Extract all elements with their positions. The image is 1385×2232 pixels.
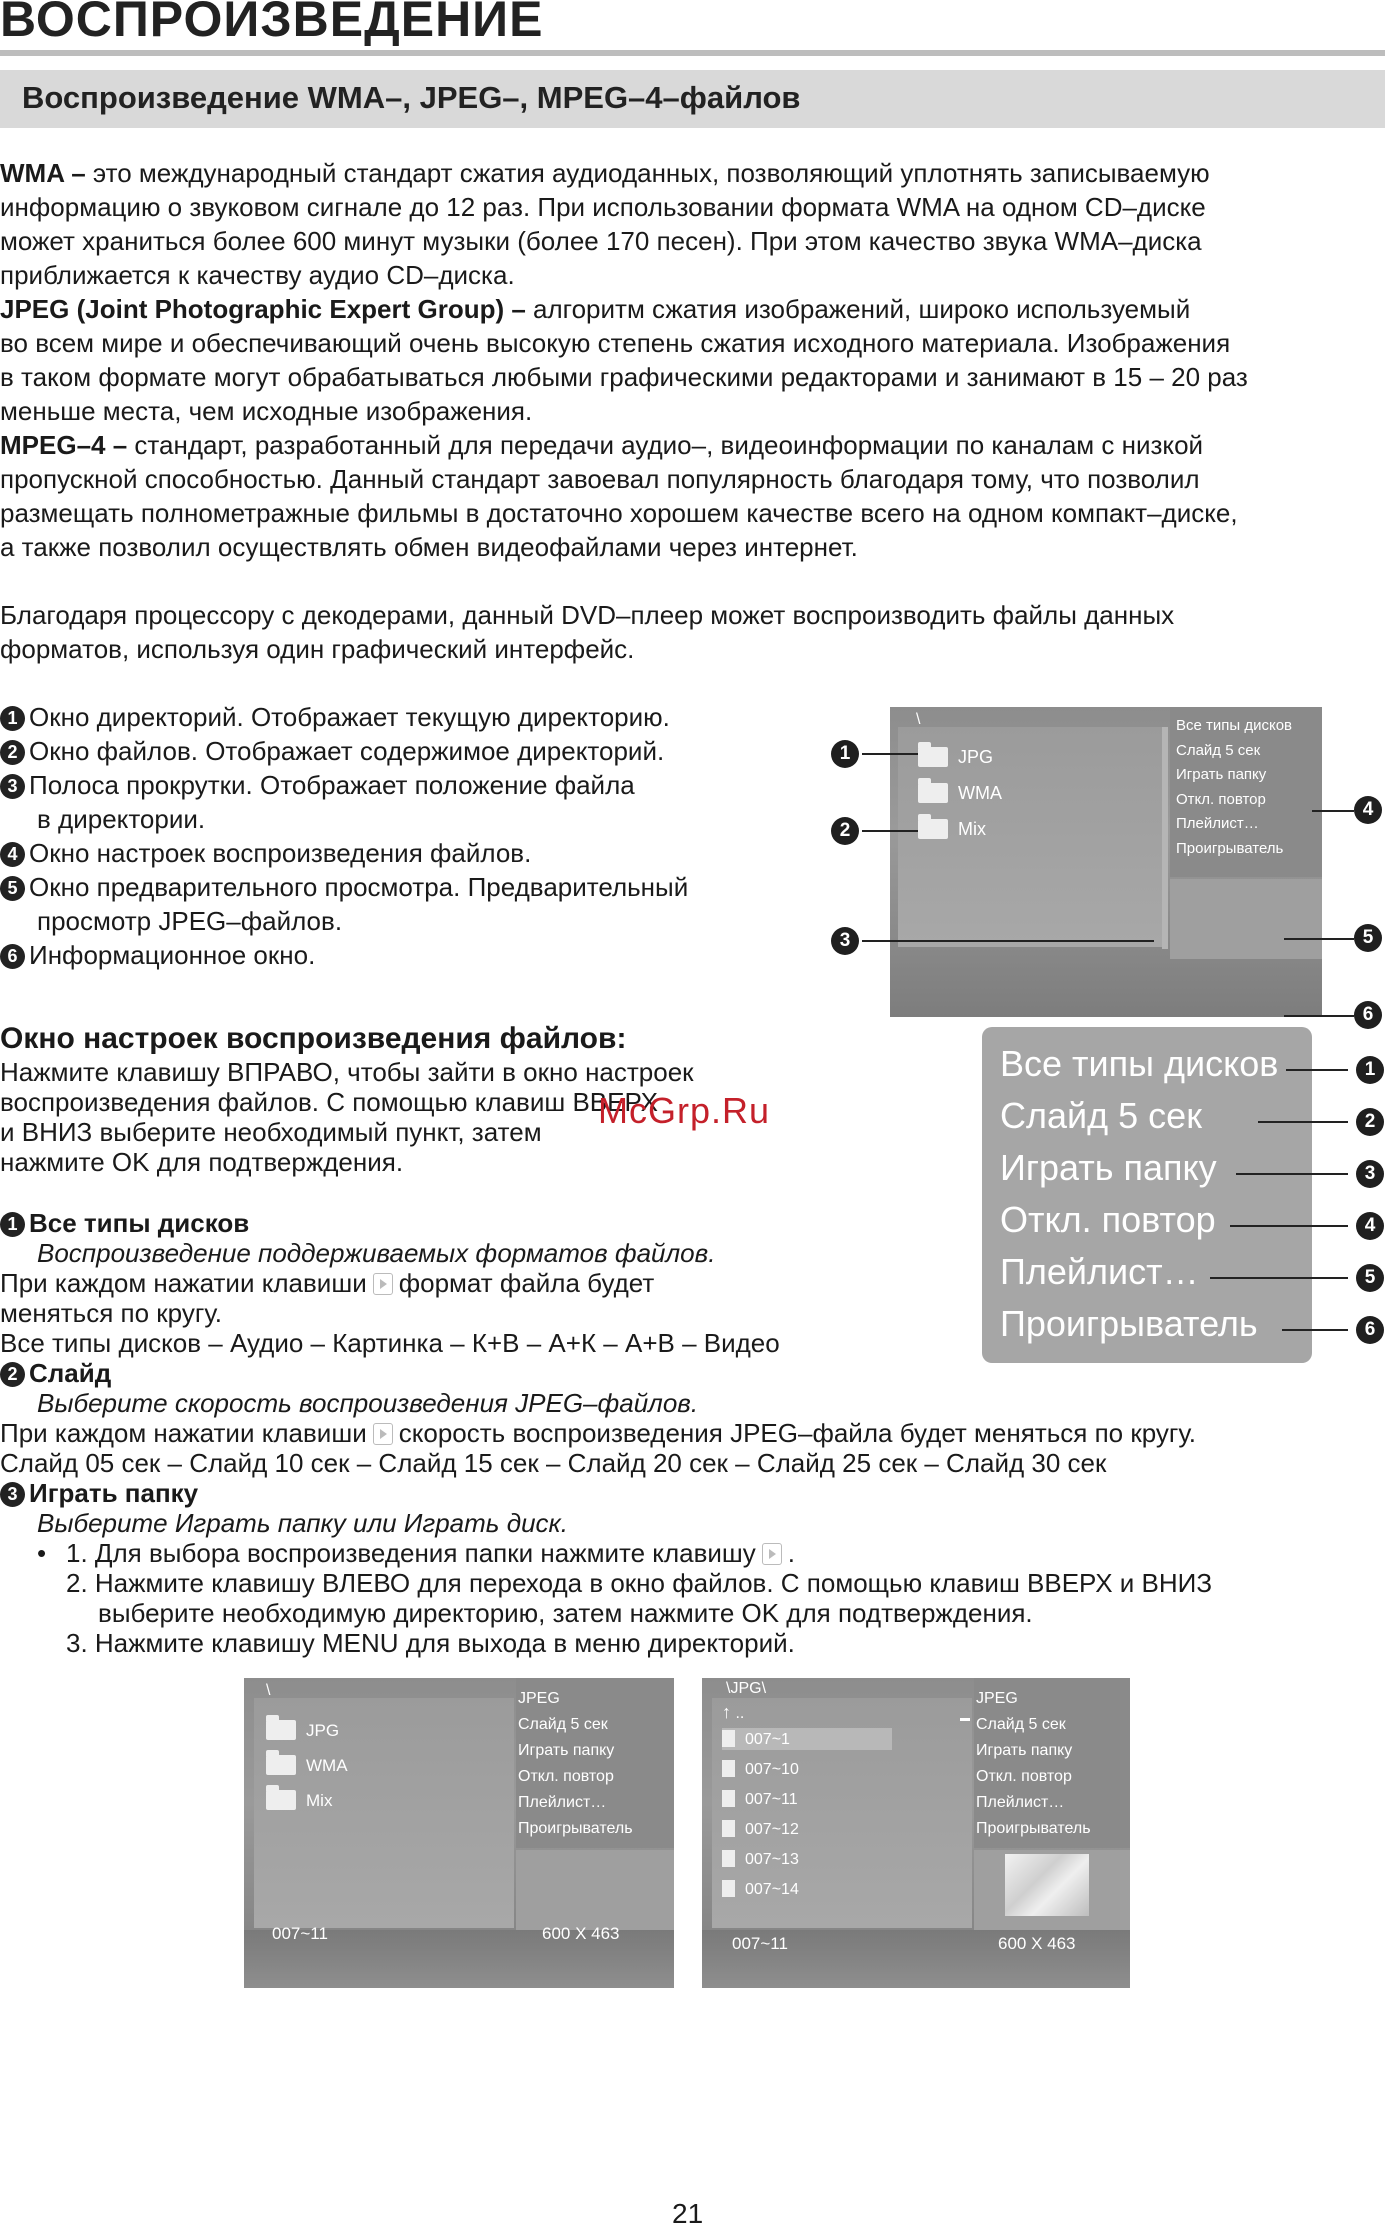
- section2-line: Слайд 05 сек – Слайд 10 сек – Слайд 15 сек – Слайд 20 сек – Слайд 25 сек – Слайд 30 сек: [0, 1448, 1107, 1478]
- file-item[interactable]: [722, 1850, 799, 1869]
- callout-line: [862, 940, 1154, 942]
- image-file-icon: [722, 1730, 735, 1747]
- settings-line: Нажмите клавишу ВПРАВО, чтобы зайти в окно настроек: [0, 1057, 694, 1087]
- step-line: 3. Нажмите клавишу MENU для выхода в меню директорий.: [66, 1628, 795, 1658]
- mpeg-line: а также позволил осуществлять обмен видеофайлами через интернет.: [0, 532, 858, 562]
- wma-line: приближается к качеству аудио CD–диска.: [0, 260, 515, 290]
- legend-text: Полоса прокрутки. Отображает положение файла: [29, 770, 635, 800]
- text-span: .: [787, 1538, 796, 1568]
- step-line: [66, 1538, 795, 1568]
- legend-text: Окно предварительного просмотра. Предварительный: [29, 872, 689, 902]
- file-item[interactable]: [722, 1880, 799, 1899]
- panel-item[interactable]: Плейлист…: [1000, 1251, 1199, 1292]
- section-number: 1: [0, 1212, 25, 1237]
- jpeg-line: меньше места, чем исходные изображения.: [0, 396, 533, 426]
- legend-number: 4: [0, 842, 25, 867]
- decoder-line: форматов, используя один графический интерфейс.: [0, 634, 635, 664]
- callout-line: [862, 753, 918, 755]
- directory-path: \: [266, 1682, 271, 1699]
- menu-item[interactable]: Играть папку: [1176, 766, 1267, 783]
- settings-line: нажмите OK для подтверждения.: [0, 1147, 404, 1177]
- wma-term: WMA –: [0, 158, 86, 188]
- section2-italic: Выберите скорость воспроизведения JPEG–файлов.: [37, 1388, 699, 1418]
- menu-item[interactable]: Проигрыватель: [518, 1820, 633, 1837]
- legend-text: Окно настроек воспроизведения файлов.: [29, 838, 532, 868]
- folder-label: JPG: [306, 1721, 340, 1740]
- legend-number: 6: [0, 944, 25, 969]
- image-file-icon: [722, 1760, 735, 1777]
- screen-legend: [0, 700, 688, 972]
- folder-up-item[interactable]: [722, 1702, 744, 1723]
- watermark: McGrp.Ru: [598, 1090, 771, 1131]
- callout-line: [1230, 1225, 1348, 1227]
- callout-line: [1286, 1069, 1348, 1071]
- scrollbar[interactable]: [1162, 727, 1168, 949]
- text-span: 1. Для выбора воспроизведения папки нажмите клавишу: [66, 1538, 756, 1568]
- folder-label: Mix: [958, 819, 986, 839]
- section-subtitle: Воспроизведение WMA–, JPEG–, MPEG–4–файлов: [22, 80, 801, 115]
- section1-heading: [0, 1208, 249, 1238]
- folder-label: Mix: [306, 1791, 333, 1810]
- panel-item[interactable]: Слайд 5 сек: [1000, 1095, 1202, 1136]
- folder-icon: [918, 747, 948, 767]
- section2-line: [0, 1418, 1196, 1448]
- callout-line: [1236, 1173, 1348, 1175]
- cursor-marker: [960, 1718, 970, 1721]
- legend-text: просмотр JPEG–файлов.: [37, 906, 343, 936]
- folder-label: WMA: [958, 783, 1002, 803]
- bullet: •: [37, 1538, 47, 1568]
- jpeg-line: алгоритм сжатия изображений, широко используемый: [525, 294, 1191, 324]
- decoder-line: Благодаря процессору с декодерами, данный DVD–плеер может воспроизводить файлы данных: [0, 600, 1175, 630]
- image-file-icon: [722, 1880, 735, 1897]
- callout-number: 1: [831, 740, 859, 768]
- section1-italic: Воспроизведение поддерживаемых форматов файлов.: [37, 1238, 716, 1268]
- jpeg-line: в таком формате могут обрабатываться любыми графическими редакторами и занимают в 15 – 20 раз: [0, 362, 1248, 392]
- wma-line: информацию о звуковом сигнале до 12 раз. При использовании формата WMA на одном CD–диске: [0, 192, 1206, 222]
- jpeg-term: JPEG (Joint Photographic Expert Group) –: [0, 294, 526, 324]
- directory-path: \JPG\: [726, 1680, 767, 1697]
- legend-number: 1: [0, 706, 25, 731]
- file-item[interactable]: [722, 1730, 790, 1749]
- image-file-icon: [722, 1850, 735, 1867]
- step-line: выберите необходимую директорию, затем нажмите OK для подтверждения.: [98, 1598, 1033, 1628]
- section-title: Все типы дисков: [29, 1208, 250, 1238]
- title-rule: [0, 50, 1385, 56]
- legend-text: Окно файлов. Отображает содержимое директорий.: [29, 736, 665, 766]
- menu-item[interactable]: Проигрыватель: [976, 1820, 1091, 1837]
- callout-number: 4: [1356, 1212, 1384, 1240]
- text-span: При каждом нажатии клавиши: [0, 1418, 367, 1448]
- menu-item[interactable]: Плейлист…: [976, 1794, 1065, 1811]
- folder-item[interactable]: [918, 819, 986, 840]
- screen-folder-view: [244, 1678, 674, 1988]
- menu-item[interactable]: Плейлист…: [518, 1794, 607, 1811]
- page-number: 21: [672, 2198, 704, 2229]
- section2-heading: [0, 1358, 111, 1388]
- text-span: формат файла будет: [398, 1268, 655, 1298]
- panel-item[interactable]: Откл. повтор: [1000, 1199, 1216, 1240]
- callout-line: [1284, 1015, 1354, 1017]
- section-number: 3: [0, 1482, 25, 1507]
- file-label: 007~10: [745, 1761, 799, 1778]
- folder-item[interactable]: [918, 783, 1002, 804]
- file-label: 007~14: [745, 1881, 799, 1898]
- section3-heading: [0, 1478, 198, 1508]
- info-filename: 007~11: [732, 1934, 788, 1953]
- legend-number: 3: [0, 774, 25, 799]
- folder-item[interactable]: [266, 1755, 348, 1776]
- settings-heading: Окно настроек воспроизведения файлов:: [0, 1022, 627, 1055]
- callout-number: 1: [1356, 1056, 1384, 1084]
- settings-line: воспроизведения файлов. С помощью клавиш ВВЕРХ: [0, 1087, 658, 1117]
- menu-item[interactable]: Играть папку: [518, 1742, 615, 1759]
- menu-item[interactable]: Откл. повтор: [518, 1768, 614, 1785]
- file-item[interactable]: [722, 1790, 798, 1809]
- info-filename: 007~11: [272, 1924, 328, 1943]
- settings-menu: [518, 1686, 633, 1842]
- menu-item[interactable]: Плейлист…: [1176, 815, 1259, 832]
- callout-number: 3: [1356, 1160, 1384, 1188]
- image-file-icon: [722, 1790, 735, 1807]
- section-number: 2: [0, 1362, 25, 1387]
- file-item[interactable]: [722, 1820, 799, 1839]
- legend-text: Окно директорий. Отображает текущую директорию.: [29, 702, 670, 732]
- wma-line: может храниться более 600 минут музыки (более 170 песен). При этом качество звука WMA–диска: [0, 226, 1202, 256]
- legend-number: 2: [0, 740, 25, 765]
- folder-icon: [266, 1790, 296, 1810]
- mpeg-line: размещать полнометражные фильмы в достаточно хорошем качестве всего на одном компакт–диске,: [0, 498, 1238, 528]
- folder-item[interactable]: [918, 747, 993, 768]
- file-label: 007~13: [745, 1851, 799, 1868]
- folder-item[interactable]: [266, 1720, 339, 1741]
- panel-item[interactable]: Играть папку: [1000, 1147, 1217, 1188]
- text-span: скорость воспроизведения JPEG–файла будет меняться по кругу.: [398, 1418, 1196, 1448]
- mpeg-line: стандарт, разработанный для передачи аудио–, видеоинформации по каналам с низкой: [127, 430, 1204, 460]
- callout-line: [1282, 1329, 1348, 1331]
- folder-icon: [266, 1720, 296, 1740]
- page-title: ВОСПРОИЗВЕДЕНИЕ: [0, 0, 544, 47]
- play-pause-icon: [373, 1273, 393, 1295]
- section-title: Играть папку: [29, 1478, 199, 1508]
- menu-item[interactable]: Проигрыватель: [1176, 839, 1284, 857]
- section1-line: Все типы дисков – Аудио – Картинка – К+В – А+К – А+В – Видео: [0, 1328, 780, 1358]
- step-line: 2. Нажмите клавишу ВЛЕВО для перехода в окно файлов. С помощью клавиш ВВЕРХ и ВНИЗ: [66, 1568, 1213, 1598]
- mpeg-term: MPEG–4 –: [0, 430, 128, 460]
- info-resolution: 600 X 463: [998, 1934, 1076, 1953]
- up-arrow-icon: ↑: [722, 1702, 731, 1722]
- legend-number: 5: [0, 876, 25, 901]
- folder-label: WMA: [306, 1756, 348, 1775]
- callout-line: [1312, 810, 1354, 812]
- menu-item[interactable]: Все типы дисков: [1176, 717, 1293, 734]
- panel-item[interactable]: Все типы дисков: [1000, 1043, 1279, 1084]
- callout-number: 2: [1356, 1108, 1384, 1136]
- section3-italic: Выберите Играть папку или Играть диск.: [37, 1508, 569, 1538]
- image-file-icon: [722, 1820, 735, 1837]
- file-item[interactable]: [722, 1760, 799, 1779]
- text-span: При каждом нажатии клавиши: [0, 1268, 367, 1298]
- folder-label: ..: [735, 1705, 745, 1722]
- info-resolution: 600 X 463: [542, 1924, 620, 1943]
- section1-line: [0, 1268, 654, 1298]
- settings-text: [0, 1057, 694, 1177]
- folder-icon: [918, 783, 948, 803]
- callout-number: 6: [1356, 1316, 1384, 1344]
- directory-path: \: [916, 711, 921, 728]
- jpeg-line: во всем мире и обеспечивающий очень высокую степень сжатия исходного материала. Изображения: [0, 328, 1231, 358]
- menu-item[interactable]: Слайд 5 сек: [518, 1716, 608, 1733]
- folder-item[interactable]: [266, 1790, 332, 1811]
- play-pause-icon: [373, 1423, 393, 1445]
- legend-text: Информационное окно.: [29, 940, 316, 970]
- folder-label: JPG: [958, 747, 994, 767]
- file-browser-screen: [890, 707, 1322, 1017]
- mpeg-line: пропускной способностью. Данный стандарт завоевал популярность благодаря тому, что позволил: [0, 464, 1200, 494]
- preview-window: [1170, 879, 1322, 959]
- file-label: 007~11: [745, 1791, 798, 1808]
- callout-number: 3: [831, 927, 859, 955]
- section-title: Слайд: [29, 1358, 112, 1388]
- menu-item[interactable]: JPEG: [976, 1690, 1018, 1707]
- legend-text: в директории.: [37, 804, 206, 834]
- image-preview-thumbnail: [1005, 1854, 1089, 1916]
- settings-line: и ВНИЗ выберите необходимый пункт, затем: [0, 1117, 542, 1147]
- settings-menu: [976, 1686, 1091, 1842]
- file-label: 007~12: [745, 1821, 799, 1838]
- preview-window: [516, 1850, 674, 1930]
- section1-line: меняться по кругу.: [0, 1298, 222, 1328]
- file-label: 007~1: [745, 1731, 790, 1748]
- settings-menu: [1176, 714, 1292, 861]
- menu-item[interactable]: JPEG: [518, 1690, 560, 1707]
- panel-item[interactable]: Проигрыватель: [1000, 1303, 1258, 1344]
- folder-icon: [266, 1755, 296, 1775]
- callout-number: 6: [1354, 1001, 1382, 1029]
- folder-icon: [918, 819, 948, 839]
- callout-line: [862, 830, 918, 832]
- callout-number: 5: [1354, 924, 1382, 952]
- callout-number: 4: [1354, 796, 1382, 824]
- intro-text: [0, 156, 1370, 666]
- menu-item[interactable]: Откл. повтор: [976, 1768, 1072, 1785]
- play-pause-icon: [762, 1543, 782, 1565]
- screen-file-view: [702, 1678, 1130, 1988]
- callout-line: [1210, 1277, 1348, 1279]
- callout-line: [1258, 1121, 1348, 1123]
- menu-item[interactable]: Слайд 5 сек: [1176, 741, 1261, 759]
- callout-number: 2: [831, 817, 859, 845]
- menu-item[interactable]: Слайд 5 сек: [976, 1716, 1066, 1733]
- wma-line: это международный стандарт сжатия аудиоданных, позволяющий уплотнять записываемую: [85, 158, 1210, 188]
- callout-number: 5: [1356, 1264, 1384, 1292]
- menu-item[interactable]: Откл. повтор: [1176, 790, 1266, 808]
- callout-line: [1284, 938, 1354, 940]
- menu-item[interactable]: Играть папку: [976, 1742, 1073, 1759]
